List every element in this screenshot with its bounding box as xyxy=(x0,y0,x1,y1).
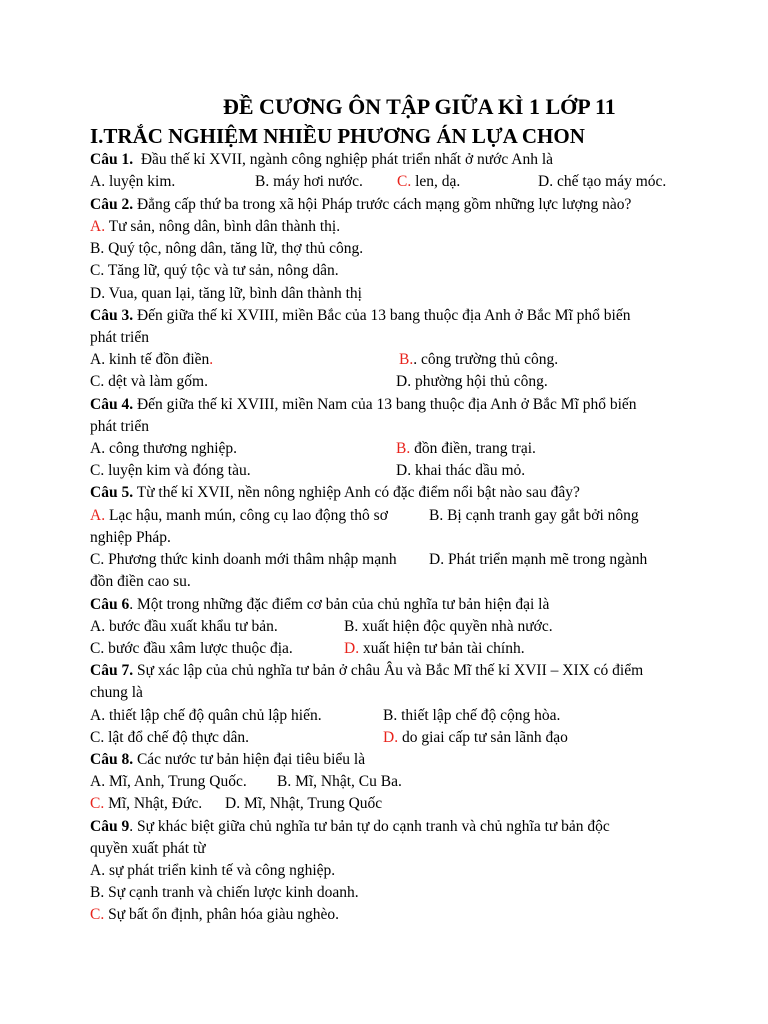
option-a: A. bước đầu xuất khẩu tư bản. xyxy=(90,618,278,635)
option-c: C. bước đầu xâm lược thuộc địa. xyxy=(90,640,293,657)
question-text: Đến giữa thế kỉ XVIII, miền Nam của 13 bang thuộc địa Anh ở Bắc Mĩ phổ biến xyxy=(136,396,637,413)
section-heading: I.TRẮC NGHIỆM NHIỀU PHƯƠNG ÁN LỰA CHON xyxy=(90,124,585,148)
option-d-continued: đồn điền cao su. xyxy=(90,573,191,590)
question-9-continued: quyền xuất phát từ xyxy=(90,840,206,857)
option-b: B.. công trường thủ công. xyxy=(399,351,559,368)
answer-marker: D. xyxy=(344,640,360,657)
option-b-continued: nghiệp Pháp. xyxy=(90,529,171,546)
option-a: A. luyện kim. xyxy=(90,173,176,190)
question-3 xyxy=(90,306,631,326)
option-c: C. luyện kim và đóng tàu. xyxy=(90,462,251,479)
option-b: B. Quý tộc, nông dân, tăng lữ, thợ thủ công. xyxy=(90,240,364,257)
question-2 xyxy=(90,195,631,215)
option-b: B. xuất hiện độc quyền nhà nước. xyxy=(344,618,553,635)
question-text: Đẳng cấp thứ ba trong xã hội Pháp trước cách mạng gồm những lực lượng nào? xyxy=(136,196,632,213)
question-5 xyxy=(90,483,580,503)
option-d: D. phường hội thủ công. xyxy=(396,373,548,390)
option-b: B. Sự cạnh tranh và chiến lược kinh doanh. xyxy=(90,884,359,901)
option-d: D. do giai cấp tư sản lãnh đạo xyxy=(383,729,568,746)
option-c: C. dệt và làm gốm. xyxy=(90,373,208,390)
question-text: Đầu thế kỉ XVII, ngành công nghiệp phát triển nhất ở nước Anh là xyxy=(140,151,554,168)
option-a: A. Tư sản, nông dân, bình dân thành thị. xyxy=(90,218,341,235)
question-text: . Một trong những đặc điểm cơ bản của chủ nghĩa tư bản hiện đại là xyxy=(129,596,550,613)
question-6 xyxy=(90,595,549,615)
question-text: Đến giữa thế kỉ XVIII, miền Bắc của 13 bang thuộc địa Anh ở Bắc Mĩ phổ biến xyxy=(136,307,631,324)
option-d: D. Mĩ, Nhật, Trung Quốc xyxy=(225,795,383,812)
question-label: Câu 6 xyxy=(90,596,130,613)
question-label: Câu 9 xyxy=(90,818,130,835)
document-title: ĐỀ CƯƠNG ÔN TẬP GIỮA KÌ 1 LỚP 11 xyxy=(223,94,616,119)
option-b: B. đồn điền, trang trại. xyxy=(396,440,536,457)
option-a: A. sự phát triển kinh tế và công nghiệp. xyxy=(90,862,336,879)
answer-marker: D. xyxy=(383,729,399,746)
question-4-continued: phát triển xyxy=(90,418,149,435)
option-c: C. Sự bất ổn định, phân hóa giàu nghèo. xyxy=(90,906,340,923)
question-7 xyxy=(90,661,643,681)
option-a: A. kinh tế đồn điền. xyxy=(90,351,214,368)
answer-marker: B. xyxy=(396,440,411,457)
option-c: C. Mĩ, Nhật, Đức. xyxy=(90,795,203,812)
question-9 xyxy=(90,817,610,837)
option-a: A. công thương nghiệp. xyxy=(90,440,238,457)
question-label: Câu 7. xyxy=(90,662,134,679)
option-c: C. len, dạ. xyxy=(397,173,461,190)
question-text: Từ thế kỉ XVII, nền nông nghiệp Anh có đặc điểm nổi bật nào sau đây? xyxy=(136,484,580,501)
question-8 xyxy=(90,750,365,770)
question-1 xyxy=(90,150,553,170)
option-d: D. khai thác dầu mỏ. xyxy=(396,462,526,479)
question-text: Các nước tư bản hiện đại tiêu biểu là xyxy=(136,751,366,768)
question-label: Câu 2. xyxy=(90,196,134,213)
answer-marker: C. xyxy=(397,173,412,190)
question-text: Sự xác lập của chủ nghĩa tư bản ở châu Âu và Bắc Mĩ thế kỉ XVII – XIX có điểm xyxy=(136,662,644,679)
option-d: D. Vua, quan lại, tăng lữ, bình dân thành thị xyxy=(90,285,362,302)
option-b: B. Bị cạnh tranh gay gắt bởi nông xyxy=(429,507,639,524)
question-label: Câu 1. xyxy=(90,151,134,168)
option-d: D. xuất hiện tư bản tài chính. xyxy=(344,640,525,657)
option-b: B. thiết lập chế độ cộng hòa. xyxy=(383,707,561,724)
question-3-continued: phát triển xyxy=(90,329,149,346)
option-b: B. Mĩ, Nhật, Cu Ba. xyxy=(277,773,402,790)
question-7-continued: chung là xyxy=(90,684,143,701)
question-label: Câu 5. xyxy=(90,484,134,501)
option-b: B. máy hơi nước. xyxy=(255,173,363,190)
option-d: D. chế tạo máy móc. xyxy=(538,173,667,190)
question-label: Câu 4. xyxy=(90,396,134,413)
answer-marker: A. xyxy=(90,507,106,524)
option-d: D. Phát triển mạnh mẽ trong ngành xyxy=(429,551,648,568)
question-label: Câu 8. xyxy=(90,751,134,768)
answer-marker: A. xyxy=(90,218,106,235)
option-a: A. thiết lập chế độ quân chủ lập hiến. xyxy=(90,707,322,724)
answer-marker: B. xyxy=(399,351,414,368)
option-c: C. Phương thức kinh doanh mới thâm nhập mạnh xyxy=(90,551,397,568)
answer-marker: C. xyxy=(90,906,105,923)
option-c: C. lật đổ chế độ thực dân. xyxy=(90,729,250,746)
option-c: C. Tăng lữ, quý tộc và tư sản, nông dân. xyxy=(90,262,339,279)
question-text: . Sự khác biệt giữa chủ nghĩa tư bản tự do cạnh tranh và chủ nghĩa tư bản độc xyxy=(129,818,610,835)
option-a: A. Lạc hậu, manh mún, công cụ lao động thô sơ xyxy=(90,507,388,524)
question-4 xyxy=(90,395,637,415)
question-label: Câu 3. xyxy=(90,307,134,324)
option-a: A. Mĩ, Anh, Trung Quốc. xyxy=(90,773,247,790)
answer-marker: C. xyxy=(90,795,105,812)
